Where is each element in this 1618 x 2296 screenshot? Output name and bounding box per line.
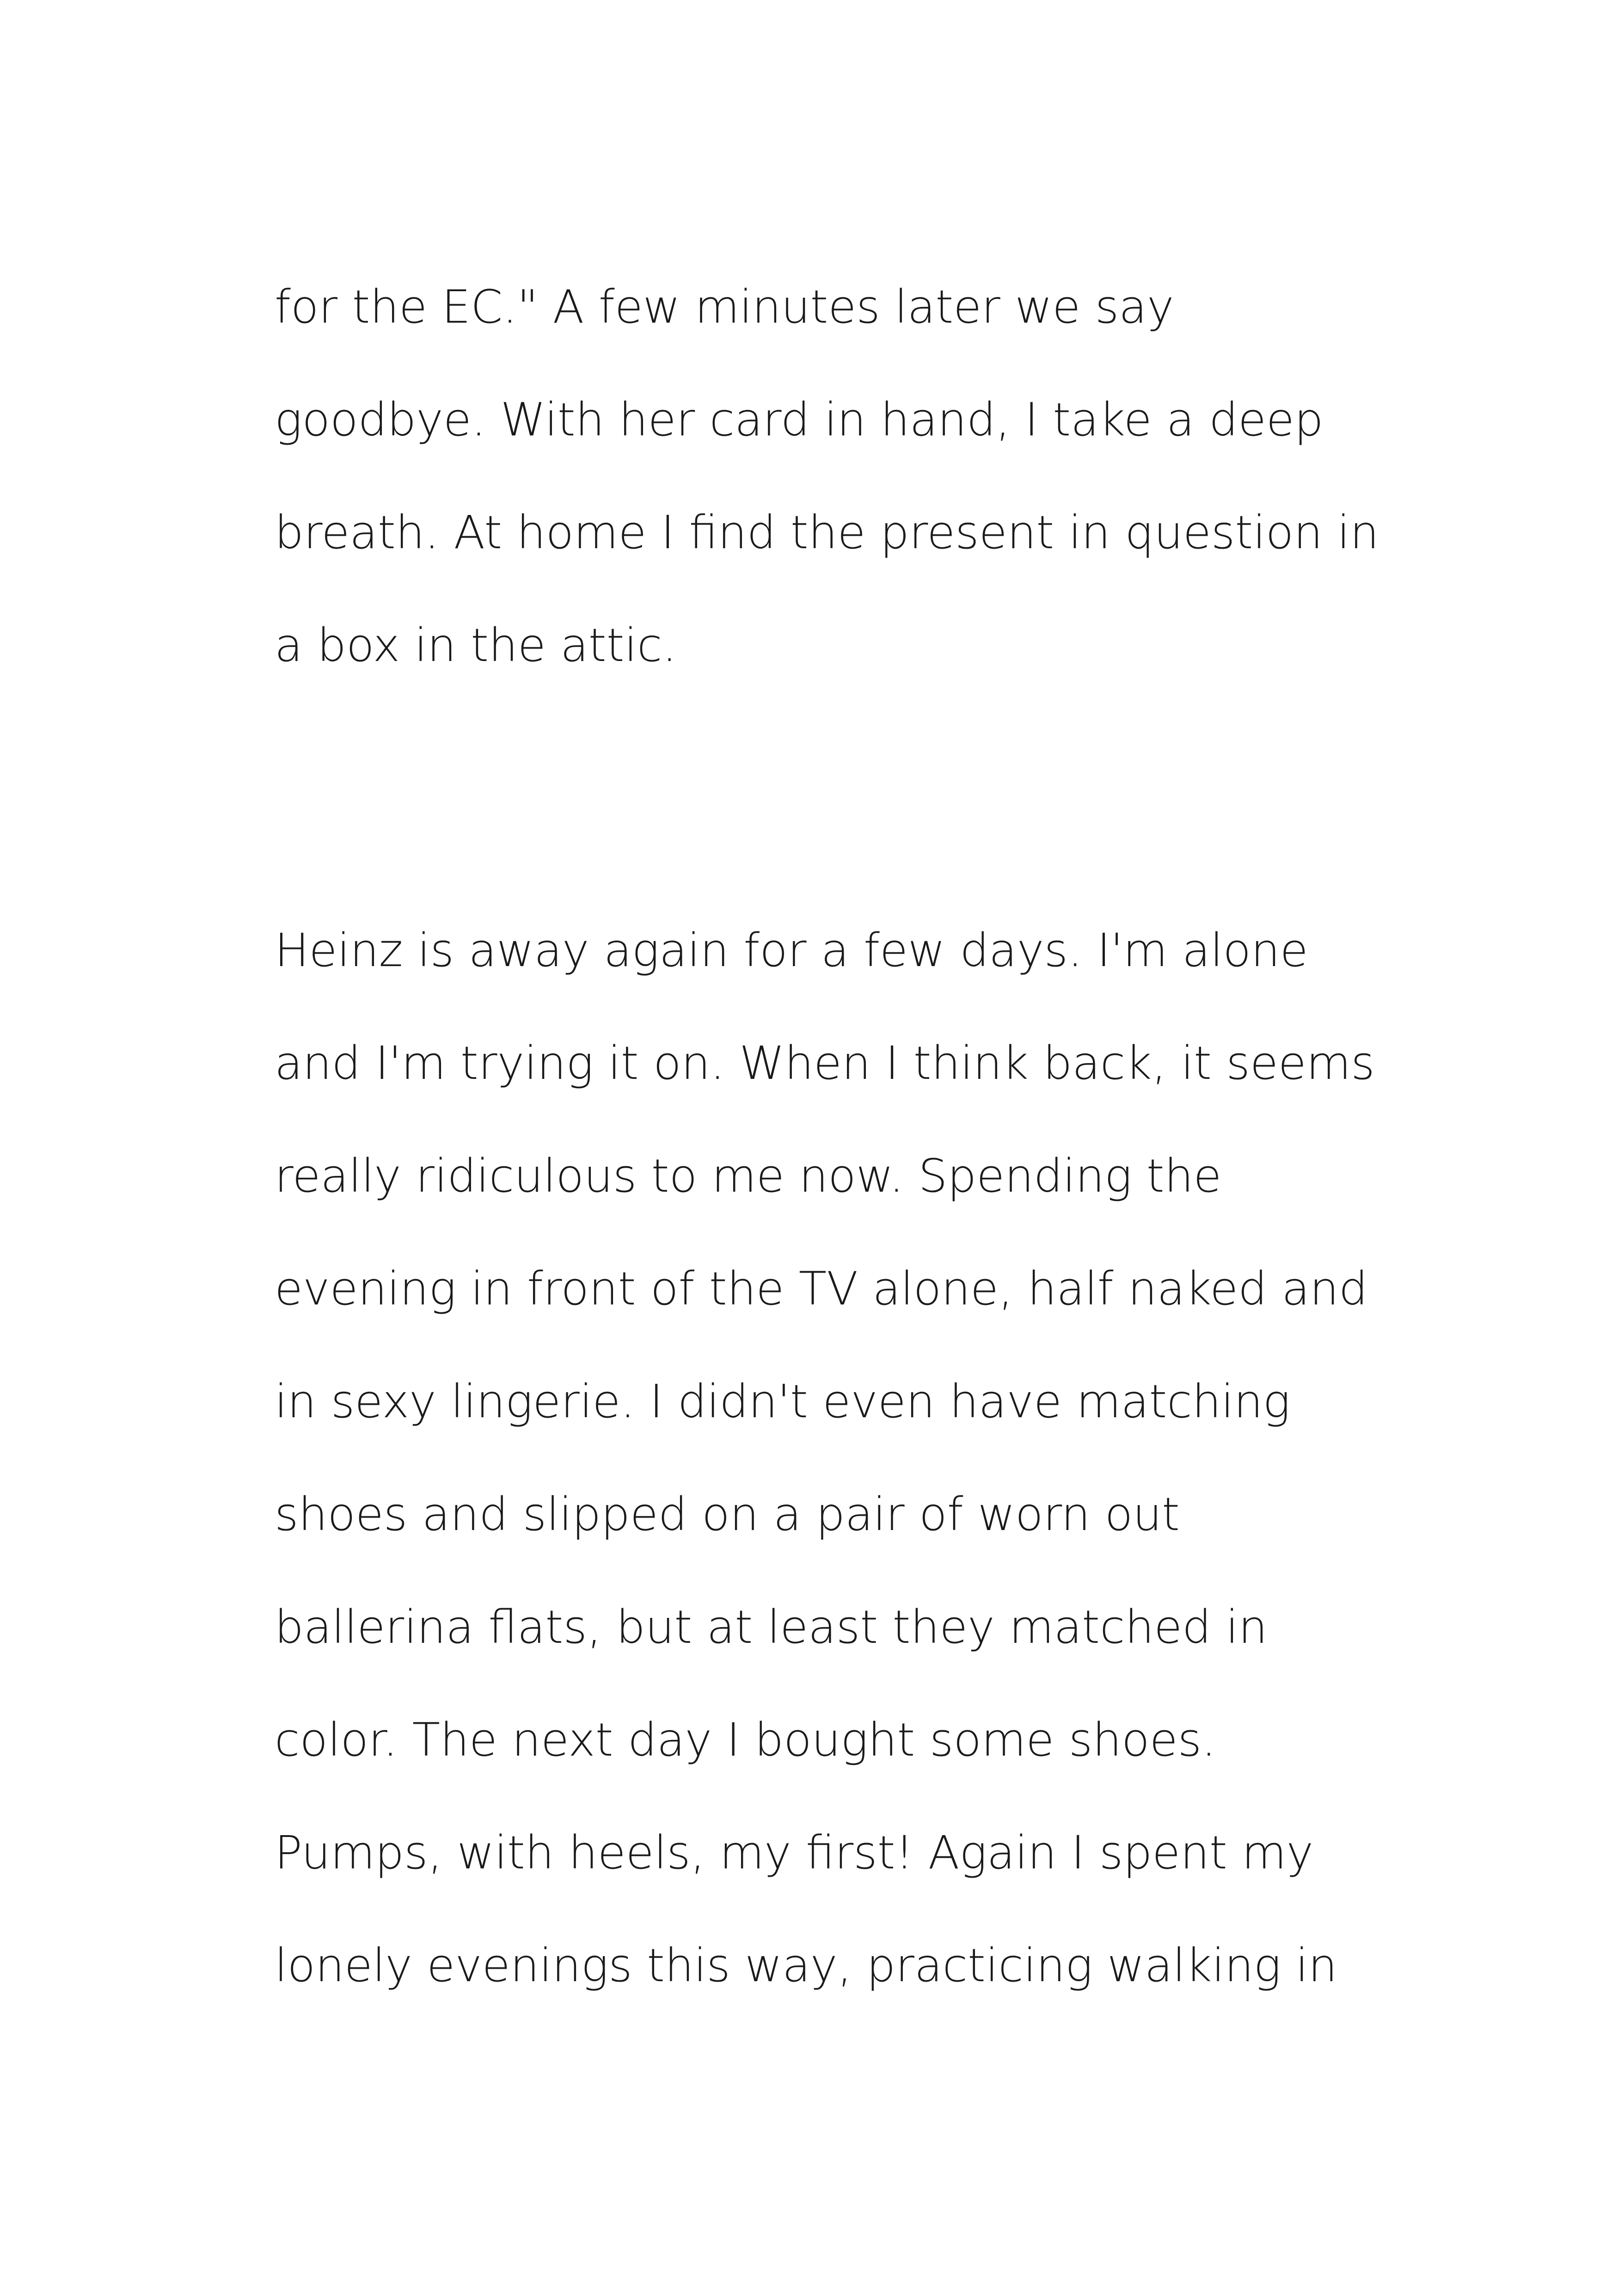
text-line: ballerina flats, but at least they matched in <box>275 1601 1268 1654</box>
text-line: evening in front of the TV alone, half naked and <box>275 1262 1368 1316</box>
text-line: lonely evenings this way, practicing walking in <box>275 1939 1337 1992</box>
text-line: a box in the attic. <box>275 619 677 672</box>
text-line: goodbye. With her card in hand, I take a deep <box>275 393 1324 447</box>
text-line: shoes and slipped on a pair of worn out <box>275 1488 1180 1541</box>
text-line: Heinz is away again for a few days. I'm alone <box>275 924 1308 977</box>
text-line: Pumps, with heels, my first! Again I spent my <box>275 1826 1314 1880</box>
text-line: and I'm trying it on. When I think back, it seems <box>275 1037 1375 1090</box>
text-line: breath. At home I find the present in question in <box>275 506 1379 559</box>
text-line: really ridiculous to me now. Spending the <box>275 1150 1222 1203</box>
text-line: color. The next day I bought some shoes. <box>275 1714 1216 1767</box>
text-line: in sexy lingerie. I didn't even have matching <box>275 1375 1291 1428</box>
text-line: for the EC." A few minutes later we say <box>275 281 1174 334</box>
